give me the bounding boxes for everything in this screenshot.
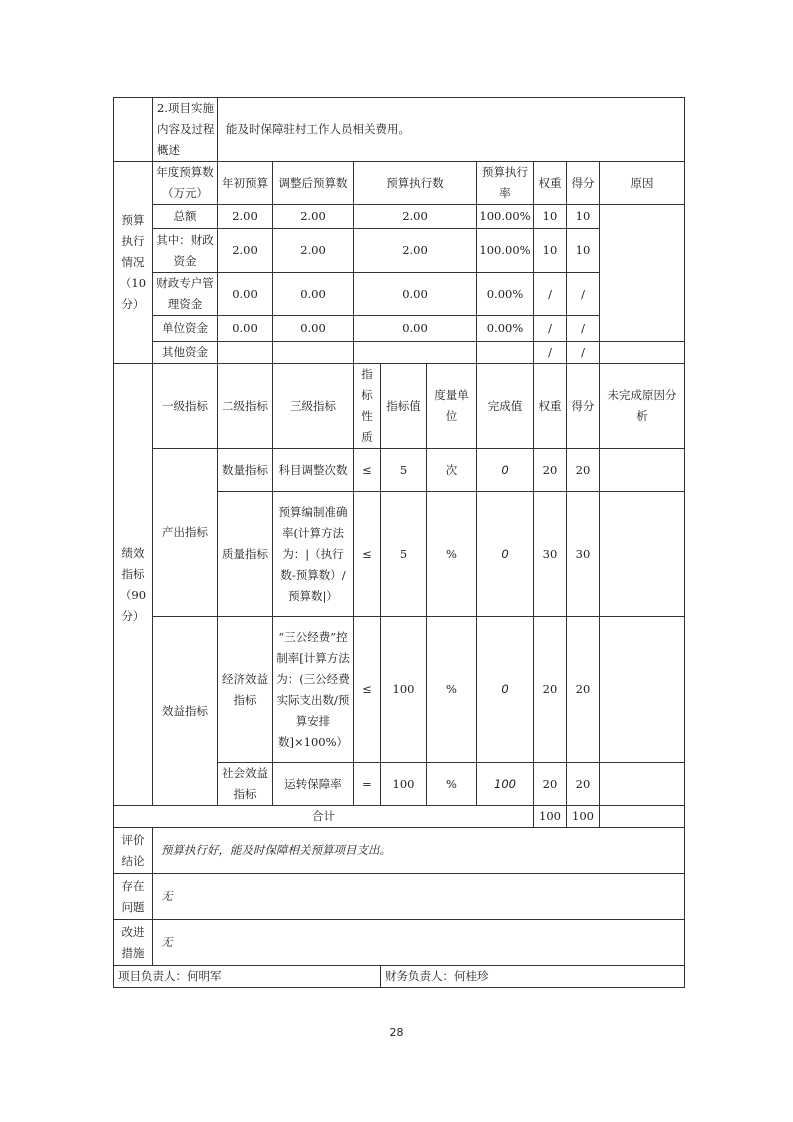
- total-row: [114, 806, 685, 828]
- cell: 2.00: [354, 229, 477, 273]
- cell: [600, 806, 685, 828]
- performance-table: [113, 97, 685, 988]
- cell: 0.00: [273, 316, 354, 342]
- cell: [600, 342, 685, 364]
- cell: %: [427, 763, 477, 806]
- cell: ≤: [354, 449, 381, 492]
- cell: ≤: [354, 617, 381, 763]
- header: 度量单位: [427, 364, 477, 449]
- cell: [600, 617, 685, 763]
- cell: /: [534, 316, 567, 342]
- table-row: [114, 342, 685, 364]
- cell: 100.00%: [477, 229, 534, 273]
- cell: 总额: [153, 205, 218, 229]
- cell: 2.00: [354, 205, 477, 229]
- cell: 其他资金: [153, 342, 218, 364]
- cell: 2.00: [218, 229, 273, 273]
- table-row: [114, 316, 685, 342]
- cell: 10: [534, 205, 567, 229]
- table-row: [114, 205, 685, 229]
- cell: [600, 492, 685, 617]
- cell: 100: [381, 763, 427, 806]
- cell: 次: [427, 449, 477, 492]
- cell: 20: [567, 763, 600, 806]
- perf-section-label: 绩效指标（90分）: [114, 364, 153, 806]
- cell: 0: [477, 617, 534, 763]
- table-row: [114, 617, 685, 763]
- group-label: 效益指标: [153, 617, 218, 806]
- cell: 30: [534, 492, 567, 617]
- cell: 0.00: [273, 273, 354, 316]
- header: 得分: [567, 364, 600, 449]
- header: 得分: [567, 162, 600, 205]
- header: 完成值: [477, 364, 534, 449]
- cell: %: [427, 492, 477, 617]
- project-owner: 项目负责人：何明军: [114, 966, 381, 988]
- project-label: 2.项目实施内容及过程概述: [153, 98, 218, 162]
- total-label: 合计: [114, 806, 534, 828]
- cell: 20: [567, 449, 600, 492]
- cell: 20: [534, 617, 567, 763]
- header: 三级指标: [273, 364, 354, 449]
- header: 未完成原因分析: [600, 364, 685, 449]
- cell: /: [567, 273, 600, 316]
- cell: [354, 342, 477, 364]
- cell: 财政专户管理资金: [153, 273, 218, 316]
- cell: 5: [381, 492, 427, 617]
- cell: 100: [381, 617, 427, 763]
- cell: 10: [534, 229, 567, 273]
- header: 二级指标: [218, 364, 273, 449]
- issues-text: 无: [153, 874, 685, 920]
- cell: 2.00: [273, 205, 354, 229]
- reason-cell: [600, 205, 685, 342]
- header: 预算执行率: [477, 162, 534, 205]
- finance-owner: 财务负责人：何桂珍: [381, 966, 685, 988]
- cell: [600, 763, 685, 806]
- cell: 预算编制准确率(计算方法为：|（执行数-预算数）/预算数|）: [273, 492, 354, 617]
- cell: %: [427, 617, 477, 763]
- cell: 运转保障率: [273, 763, 354, 806]
- cell: 社会效益指标: [218, 763, 273, 806]
- cell: 30: [567, 492, 600, 617]
- cell: =: [354, 763, 381, 806]
- cell: 0.00%: [477, 273, 534, 316]
- cell: 0: [477, 449, 534, 492]
- cell: 科目调整次数: [273, 449, 354, 492]
- cell: 0.00%: [477, 316, 534, 342]
- cell: 20: [534, 763, 567, 806]
- cell: 0.00: [354, 316, 477, 342]
- header: 权重: [534, 364, 567, 449]
- total-score: 100: [567, 806, 600, 828]
- cell: 2.00: [273, 229, 354, 273]
- budget-section-label: 预算执行情况（10分）: [114, 162, 153, 364]
- page-number: 28: [389, 1026, 404, 1039]
- issues-label: 存在问题: [114, 874, 153, 920]
- header: 年初预算: [218, 162, 273, 205]
- cell: 10: [567, 205, 600, 229]
- cell: 其中：财政资金: [153, 229, 218, 273]
- cell: 质量指标: [218, 492, 273, 617]
- cell: /: [567, 342, 600, 364]
- cell: [218, 342, 273, 364]
- cell: 20: [567, 617, 600, 763]
- header: 年度预算数（万元）: [153, 162, 218, 205]
- cell: 0: [477, 492, 534, 617]
- cell: /: [567, 316, 600, 342]
- header: 权重: [534, 162, 567, 205]
- cell: 0.00: [218, 316, 273, 342]
- cell: 5: [381, 449, 427, 492]
- header: 指标值: [381, 364, 427, 449]
- header: 预算执行数: [354, 162, 477, 205]
- cell: /: [534, 342, 567, 364]
- empty-cell: [114, 98, 153, 162]
- cell: 20: [534, 449, 567, 492]
- group-label: 产出指标: [153, 449, 218, 617]
- header: 一级指标: [153, 364, 218, 449]
- cell: “三公经费”控制率[计算方法为：(三公经费实际支出数/预算安排数]×100%）: [273, 617, 354, 763]
- measures-label: 改进措施: [114, 920, 153, 966]
- table-row: [114, 229, 685, 273]
- cell: 单位资金: [153, 316, 218, 342]
- header: 调整后预算数: [273, 162, 354, 205]
- cell: [477, 342, 534, 364]
- conclusion-label: 评价结论: [114, 828, 153, 874]
- cell: [600, 449, 685, 492]
- project-text: 能及时保障驻村工作人员相关费用。: [218, 98, 685, 162]
- header: 指标性质: [354, 364, 381, 449]
- measures-text: 无: [153, 920, 685, 966]
- total-weight: 100: [534, 806, 567, 828]
- cell: 数量指标: [218, 449, 273, 492]
- table-row: [114, 273, 685, 316]
- cell: 10: [567, 229, 600, 273]
- cell: 0.00: [218, 273, 273, 316]
- cell: 经济效益指标: [218, 617, 273, 763]
- cell: ≤: [354, 492, 381, 617]
- cell: 0.00: [354, 273, 477, 316]
- cell: 2.00: [218, 205, 273, 229]
- cell: [273, 342, 354, 364]
- cell: 100.00%: [477, 205, 534, 229]
- cell: 100: [477, 763, 534, 806]
- header: 原因: [600, 162, 685, 205]
- table-row: [114, 449, 685, 492]
- cell: /: [534, 273, 567, 316]
- conclusion-text: 预算执行好，能及时保障相关预算项目支出。: [153, 828, 685, 874]
